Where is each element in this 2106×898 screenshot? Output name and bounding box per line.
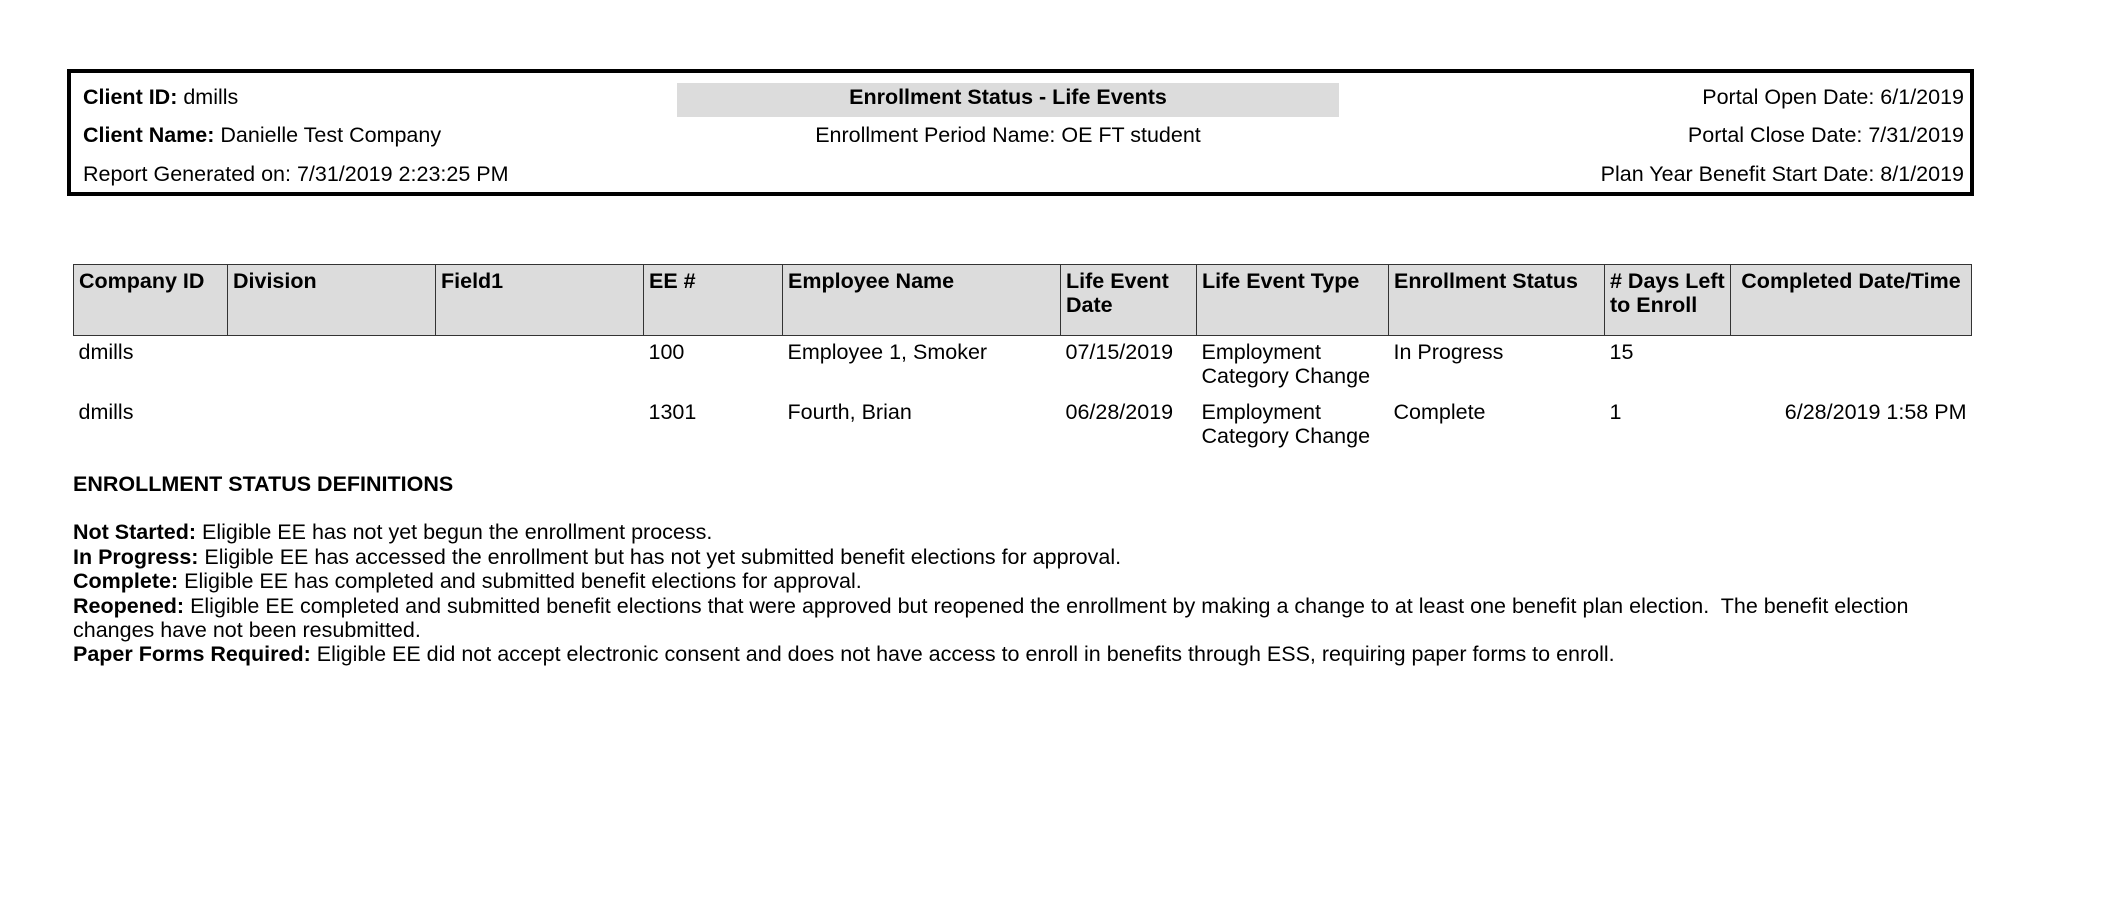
report-title: Enrollment Status - Life Events: [849, 85, 1167, 109]
table-header-row: [74, 265, 1972, 336]
definition-paper-forms: [73, 642, 1953, 666]
report-header: [67, 69, 1974, 196]
table-row: [74, 396, 1972, 456]
col-life-event-date: Life Event Date: [1061, 265, 1197, 336]
portal-close-date: Portal Close Date: 7/31/2019: [1687, 123, 1964, 147]
client-id-value: dmills: [183, 85, 239, 109]
cell-enrollment-status: In Progress: [1393, 340, 1504, 364]
enrollment-table: [73, 264, 1972, 456]
cell-employee-name: Fourth, Brian: [787, 400, 912, 424]
report-generated: Report Generated on: 7/31/2019 2:23:25 PM: [83, 162, 509, 186]
cell-field1: [436, 336, 644, 397]
cell-enrollment-status: Complete: [1393, 400, 1486, 424]
cell-life-event-date: 07/15/2019: [1065, 340, 1174, 364]
definition-term: Complete:: [73, 569, 179, 594]
col-life-event-type: Life Event Type: [1197, 265, 1389, 336]
col-days-left: # Days Left to Enroll: [1605, 265, 1731, 336]
col-company-id: Company ID: [74, 265, 228, 336]
definition-reopened: [73, 594, 1953, 643]
col-division: Division: [228, 265, 436, 336]
col-employee-name: Employee Name: [783, 265, 1061, 336]
cell-completed-datetime: 6/28/2019 1:58 PM: [1784, 400, 1967, 424]
cell-company-id: dmills: [78, 400, 134, 424]
cell-life-event-date: 06/28/2019: [1065, 400, 1174, 424]
cell-company-id: dmills: [78, 340, 134, 364]
client-id-label: Client ID:: [83, 85, 178, 109]
definition-complete: [73, 569, 1953, 593]
status-definitions: [73, 472, 1953, 667]
cell-days-left: 1: [1609, 400, 1622, 424]
definition-text: Eligible EE has accessed the enrollment but has not yet submitted benefit elections for approval.: [198, 544, 1122, 569]
cell-division: [228, 396, 436, 456]
definition-text: Eligible EE has completed and submitted benefit elections for approval.: [178, 569, 862, 594]
definition-in-progress: [73, 545, 1953, 569]
table-row: [74, 336, 1972, 397]
definition-text: Eligible EE has not yet begun the enrollment process.: [196, 520, 713, 545]
portal-open-date: Portal Open Date: 6/1/2019: [1702, 85, 1964, 109]
cell-employee-name: Employee 1, Smoker: [787, 340, 988, 364]
cell-division: [228, 336, 436, 397]
cell-ee-number: 100: [648, 340, 685, 364]
enrollment-period: Enrollment Period Name: OE FT student: [815, 123, 1201, 147]
plan-year-start-date: Plan Year Benefit Start Date: 8/1/2019: [1600, 162, 1964, 186]
client-name: [83, 123, 441, 148]
cell-days-left: 15: [1609, 340, 1634, 364]
cell-field1: [436, 396, 644, 456]
col-field1: Field1: [436, 265, 644, 336]
col-ee-number: EE #: [644, 265, 783, 336]
cell-life-event-type: Employment Category Change: [1201, 340, 1371, 388]
definition-term: Paper Forms Required:: [73, 642, 311, 667]
definition-text: Eligible EE did not accept electronic consent and does not have access to enroll in benefits through ESS, requiring paper forms to enroll.: [310, 642, 1615, 667]
cell-ee-number: 1301: [648, 400, 697, 424]
definition-term: Not Started:: [73, 520, 197, 545]
definition-term: Reopened:: [73, 593, 185, 618]
col-enrollment-status: Enrollment Status: [1389, 265, 1605, 336]
cell-life-event-type: Employment Category Change: [1201, 400, 1371, 448]
definitions-heading: ENROLLMENT STATUS DEFINITIONS: [73, 472, 454, 496]
cell-completed-datetime: [1731, 336, 1972, 397]
client-name-value: Danielle Test Company: [220, 123, 442, 147]
definition-text: Eligible EE completed and submitted benefit elections that were approved but reopened the enrollment by making a change to at least one benefit plan election. The benefit election changes have not been resubmitted.: [73, 593, 1915, 643]
col-completed-datetime: Completed Date/Time: [1731, 265, 1972, 336]
definition-term: In Progress:: [73, 544, 199, 569]
client-name-label: Client Name:: [83, 123, 215, 147]
client-id: [83, 85, 238, 110]
definition-not-started: [73, 520, 1953, 544]
